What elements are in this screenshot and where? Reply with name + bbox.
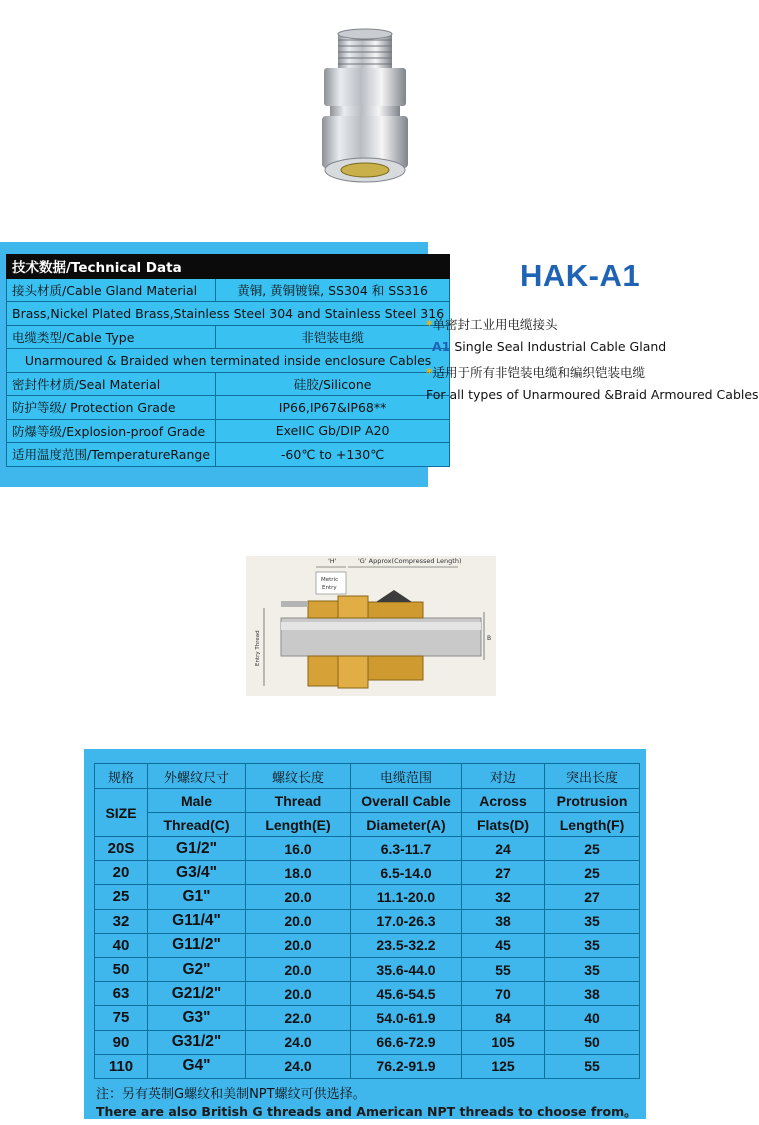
cell-length: 20.0 [246, 885, 351, 909]
cell-thread: G3/4" [148, 861, 246, 885]
cell-size: 32 [95, 909, 148, 933]
cell-length: 24.0 [246, 1030, 351, 1054]
cell-thread: G2" [148, 957, 246, 981]
cell-flats: 125 [462, 1054, 545, 1078]
table-row [95, 909, 640, 933]
header-thread-c: Thread(C) [148, 813, 246, 837]
cell-thread: G3" [148, 1006, 246, 1030]
cell-flats: 45 [462, 933, 545, 957]
cell-thread: G11/4" [148, 909, 246, 933]
note-chinese: 注：另有英制G螺纹和美制NPT螺纹可供选择。 [96, 1087, 366, 1102]
cell-cable-range: 23.5-32.2 [351, 933, 462, 957]
cell-flats: 84 [462, 1006, 545, 1030]
cell-size: 63 [95, 982, 148, 1006]
cable-type-label: 电缆类型/Cable Type [7, 325, 216, 349]
model-code: A1 [432, 339, 451, 354]
cell-length: 18.0 [246, 861, 351, 885]
b-dimension-label: B [487, 635, 492, 642]
header-flats-d: Flats(D) [462, 813, 545, 837]
header-cable-range-cn: 电缆范围 [351, 764, 462, 789]
model-title: HAK-A1 [520, 258, 641, 293]
entry-label: Entry [322, 585, 337, 591]
cell-flats: 27 [462, 861, 545, 885]
cell-thread: G11/2" [148, 933, 246, 957]
cell-size: 90 [95, 1030, 148, 1054]
bullet-english-applicability: For all types of Unarmoured &Braid Armoured Cables [426, 387, 759, 402]
cell-cable-range: 17.0-26.3 [351, 909, 462, 933]
cell-size: 75 [95, 1006, 148, 1030]
header-size-en: SIZE [95, 789, 148, 837]
size-rows [95, 837, 640, 1079]
cell-length: 20.0 [246, 957, 351, 981]
cell-protrusion: 55 [545, 1054, 640, 1078]
cable-gland-photo [300, 20, 430, 190]
cell-length: 24.0 [246, 1054, 351, 1078]
header-protrusion-cn: 突出长度 [545, 764, 640, 789]
cell-protrusion: 40 [545, 1006, 640, 1030]
star-icon: * [426, 317, 433, 332]
cell-flats: 55 [462, 957, 545, 981]
header-across: Across [462, 789, 545, 813]
material-label: 接头材质/Cable Gland Material [7, 278, 216, 302]
bullet-english-description [432, 339, 666, 354]
table-row [95, 957, 640, 981]
seal-material-label: 密封件材质/Seal Material [7, 372, 216, 396]
cell-length: 20.0 [246, 982, 351, 1006]
cell-cable-range: 11.1-20.0 [351, 885, 462, 909]
cell-flats: 24 [462, 837, 545, 861]
table-row [95, 885, 640, 909]
header-flats-cn: 对边 [462, 764, 545, 789]
cell-cable-range: 6.3-11.7 [351, 837, 462, 861]
technical-data-table [6, 254, 450, 467]
cell-thread: G1" [148, 885, 246, 909]
cell-size: 40 [95, 933, 148, 957]
entry-thread-label: Entry Thread [255, 630, 261, 666]
table-row [95, 1054, 640, 1078]
table-row [95, 837, 640, 861]
cell-cable-range: 6.5-14.0 [351, 861, 462, 885]
cell-flats: 105 [462, 1030, 545, 1054]
cell-protrusion: 25 [545, 837, 640, 861]
note-english: There are also British G threads and American NPT threads to choose from。 [96, 1104, 637, 1119]
cell-flats: 70 [462, 982, 545, 1006]
cell-size: 20 [95, 861, 148, 885]
cell-thread: G4" [148, 1054, 246, 1078]
cell-length: 16.0 [246, 837, 351, 861]
explosion-grade-value: ExeIIC Gb/DIP A20 [216, 419, 450, 443]
cell-cable-range: 76.2-91.9 [351, 1054, 462, 1078]
table-row [95, 1030, 640, 1054]
header-thread: Thread [246, 789, 351, 813]
cell-size: 25 [95, 885, 148, 909]
header-male: Male [148, 789, 246, 813]
material-value: 黄铜, 黄铜镀镍, SS304 和 SS316 [216, 278, 450, 302]
cell-protrusion: 35 [545, 909, 640, 933]
cell-length: 20.0 [246, 933, 351, 957]
header-length-cn: 螺纹长度 [246, 764, 351, 789]
star-icon: * [426, 365, 433, 380]
bullet-text-2: Single Seal Industrial Cable Gland [454, 339, 667, 354]
cable-type-english: Unarmoured & Braided when terminated inside enclosure Cables [7, 349, 450, 373]
temperature-range-label: 适用温度范围/TemperatureRange [7, 443, 216, 467]
h-dimension-label: 'H' [328, 557, 337, 565]
cell-size: 110 [95, 1054, 148, 1078]
protection-grade-label: 防护等级/ Protection Grade [7, 396, 216, 420]
bullet-text-1: 单密封工业用电缆接头 [432, 317, 558, 332]
cell-cable-range: 54.0-61.9 [351, 1006, 462, 1030]
cell-size: 50 [95, 957, 148, 981]
explosion-grade-label: 防爆等级/Explosion-proof Grade [7, 419, 216, 443]
cell-length: 20.0 [246, 909, 351, 933]
cell-thread: G31/2" [148, 1030, 246, 1054]
cable-gland-diagram [246, 556, 496, 696]
bullet-text-3: 适用于所有非铠装电缆和编织铠装电缆 [432, 365, 646, 380]
seal-material-value: 硅胶/Silicone [216, 372, 450, 396]
size-table-panel [84, 749, 646, 1119]
cell-flats: 38 [462, 909, 545, 933]
cable-type-value: 非铠装电缆 [216, 325, 450, 349]
size-table [94, 763, 640, 1079]
cell-protrusion: 27 [545, 885, 640, 909]
cell-cable-range: 35.6-44.0 [351, 957, 462, 981]
cell-protrusion: 35 [545, 957, 640, 981]
cell-protrusion: 35 [545, 933, 640, 957]
table-row [95, 982, 640, 1006]
cell-cable-range: 66.6-72.9 [351, 1030, 462, 1054]
header-overall-cable: Overall Cable [351, 789, 462, 813]
header-protrusion: Protrusion [545, 789, 640, 813]
metric-label: Metric [321, 577, 339, 583]
temperature-range-value: -60℃ to +130℃ [216, 443, 450, 467]
cell-thread: G1/2" [148, 837, 246, 861]
cell-flats: 32 [462, 885, 545, 909]
cell-protrusion: 38 [545, 982, 640, 1006]
cell-length: 22.0 [246, 1006, 351, 1030]
header-length-f: Length(F) [545, 813, 640, 837]
bullet-chinese-description [426, 315, 558, 333]
cell-thread: G21/2" [148, 982, 246, 1006]
cell-cable-range: 45.6-54.5 [351, 982, 462, 1006]
table-row [95, 861, 640, 885]
table-row [95, 933, 640, 957]
protection-grade-value: IP66,IP67&IP68** [216, 396, 450, 420]
cell-protrusion: 25 [545, 861, 640, 885]
header-thread-cn: 外螺纹尺寸 [148, 764, 246, 789]
cell-protrusion: 50 [545, 1030, 640, 1054]
g-dimension-label: 'G' Approx(Compressed Length) [358, 557, 462, 565]
header-diameter-a: Diameter(A) [351, 813, 462, 837]
technical-data-header: 技术数据/Technical Data [7, 255, 450, 279]
header-size-cn: 规格 [95, 764, 148, 789]
table-row [95, 1006, 640, 1030]
cell-size: 20S [95, 837, 148, 861]
material-english: Brass,Nickel Plated Brass,Stainless Steel 304 and Stainless Steel 316 [7, 302, 450, 326]
header-length-e: Length(E) [246, 813, 351, 837]
bullet-chinese-applicability [426, 363, 645, 381]
